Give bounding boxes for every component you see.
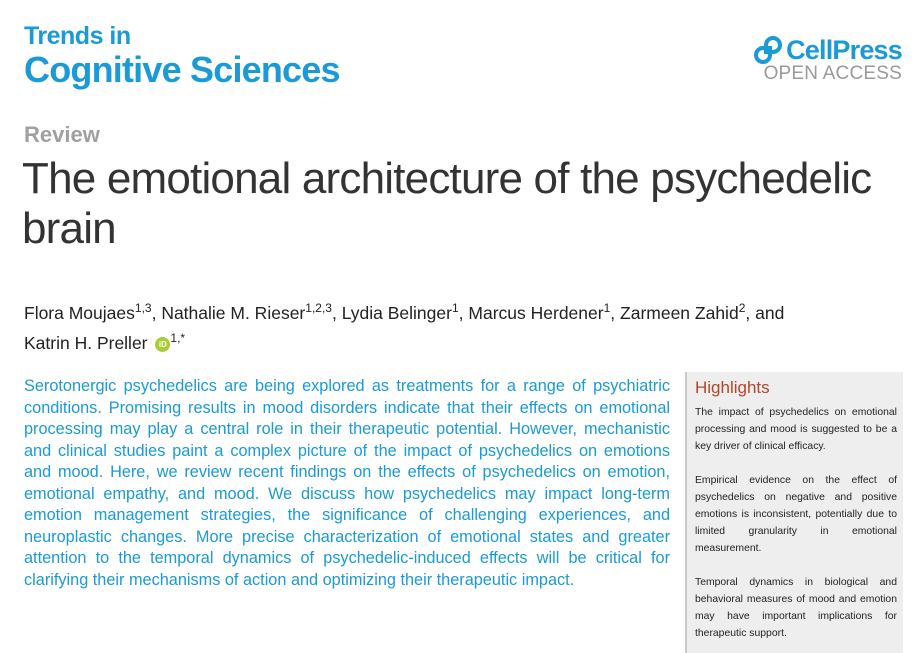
journal-title-line2: Cognitive Sciences	[24, 49, 340, 90]
article-title: The emotional architecture of the psychedelic brain	[22, 154, 872, 253]
author-name: Katrin H. Preller	[24, 332, 148, 353]
author-affiliation: 1	[603, 301, 611, 315]
author-separator: ,	[151, 302, 162, 323]
cellpress-logo-icon	[754, 36, 782, 64]
author-affiliation: 1,3	[134, 301, 152, 315]
author-affiliation: 2	[738, 301, 746, 315]
author-affiliation: 1	[451, 301, 459, 315]
author-affiliation: 1,*	[170, 330, 186, 345]
author-name: Lydia Belinger	[341, 302, 452, 323]
journal-title-line1: Trends in	[24, 22, 131, 50]
publisher-branding	[754, 36, 902, 84]
highlight-item: Temporal dynamics in biological and behavioral measures of mood and emotion may have important implications for therapeutic support.	[695, 577, 897, 639]
author-separator: , and	[745, 302, 785, 323]
author-name: Nathalie M. Rieser	[161, 302, 306, 323]
author-affiliation: 1,2,3	[305, 301, 332, 315]
highlight-item: Empirical evidence on the effect of psychedelics on negative and positive emotions is inconsistent, potentially due to limited granularity in emotional measurement.	[695, 475, 897, 554]
orcid-icon[interactable]: iD	[155, 337, 170, 352]
highlights-box	[685, 372, 903, 653]
publisher-name: CellPress	[786, 35, 902, 65]
author-name: Zarmeen Zahid	[620, 302, 739, 323]
open-access-label: OPEN ACCESS	[763, 63, 902, 84]
highlights-title: Highlights	[695, 378, 770, 397]
article-type: Review	[24, 122, 100, 147]
abstract: Serotonergic psychedelics are being explored as treatments for a range of psychiatric conditions. Promising results in mood disorders indicate that their effects on emotional processing may play a central role in their therapeutic potential. However, mechanistic and clinical studies paint a complex picture of the impact of psychedelics on emotions and mood. Here, we review recent findings on the effects of psychedelics on emotion, emotional empathy, and mood. We discuss how psychedelics may impact long-term emotion management strategies, the significance of challenging experiences, and neuroplastic changes. More precise characterization of emotional states and greater attention to the temporal dynamics of psychedelic-induced effects will be critical for clarifying their mechanisms of action and optimizing their therapeutic impact.	[24, 377, 670, 589]
author-name: Flora Moujaes	[24, 302, 135, 323]
highlight-item: The impact of psychedelics on emotional processing and mood is suggested to be a key driver of clinical efficacy.	[695, 407, 897, 452]
author-separator: ,	[458, 302, 469, 323]
author-separator: ,	[610, 302, 621, 323]
author-name: Marcus Herdener	[468, 302, 604, 323]
author-separator: ,	[331, 302, 342, 323]
author-list	[24, 296, 884, 356]
journal-title	[24, 22, 340, 90]
